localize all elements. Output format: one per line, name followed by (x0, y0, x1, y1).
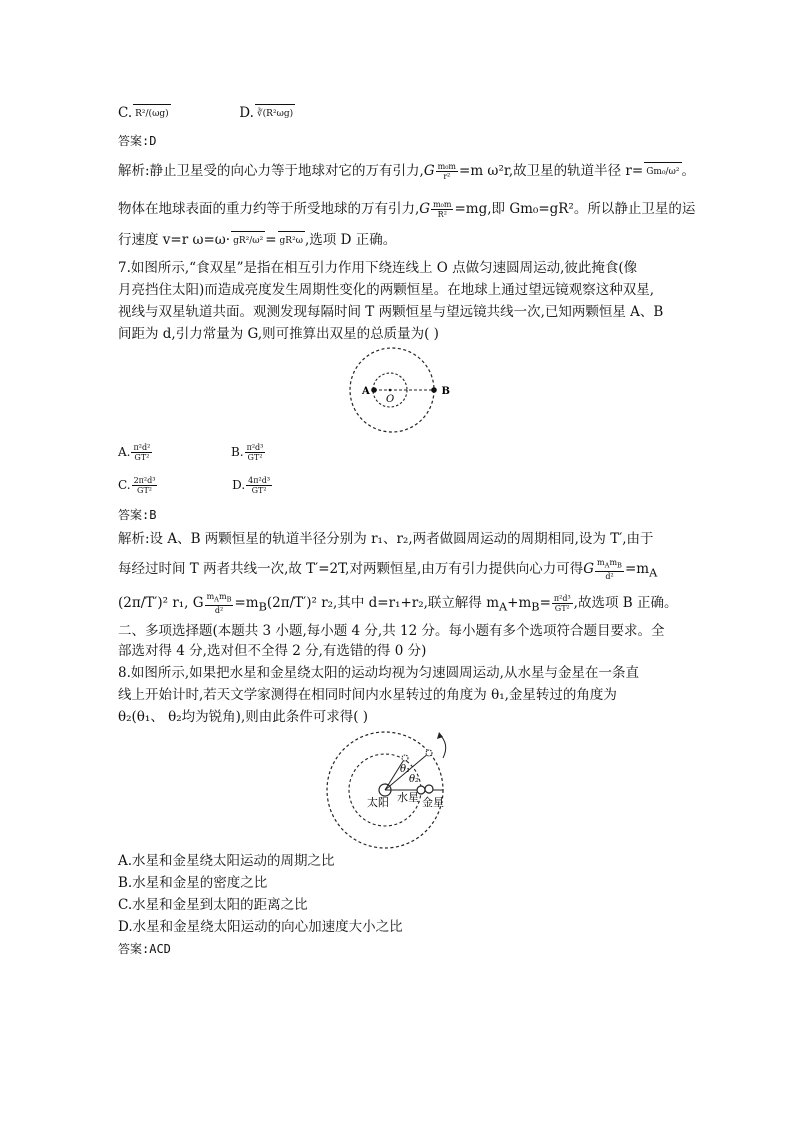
q6-exp2-text: 物体在地球表面的重力约等于所受地球的万有引力, (118, 201, 420, 217)
q6-exp2-text-b: =mg,即 Gm₀=gR²。所以静止卫星的运 (454, 201, 696, 217)
q6-exp3-eq: = (265, 232, 277, 248)
q8-stem-1: 8.如图所示,如果把水星和金星绕太阳的运动均视为匀速圆周运动,从水星与金星在一条直 (118, 665, 639, 681)
section2-heading-2: 部选对得 4 分,选对但不全得 2 分,有选错的得 0 分) (118, 643, 427, 659)
q7-exp3-b: =m (234, 594, 259, 611)
figure-label-a: A (362, 386, 370, 397)
q7-option-d-den: GT² (251, 486, 267, 495)
q6-options (118, 104, 295, 123)
q7-stem-4: 间距为 d,引力常量为 G,则可推算出双星的总质量为( ) (118, 326, 439, 342)
q7-exp3-c: (2π/T′)² r₂,其中 d=r₁+r₂,联立解得 m (266, 594, 500, 611)
q7-stem-2: 月亮挡住太阳)而造成亮度发生周期性变化的两颗恒星。在地球上通过望远镜观察这种双星, (118, 282, 655, 298)
q6-exp1-text-b: =m ω²r,故卫星的轨道半径 r= (459, 163, 644, 179)
q7-stem-1: 7.如图所示,“食双星”是指在相互引力作用下绕连线上 O 点做匀速圆周运动,彼此掩食(像 (118, 260, 638, 276)
q8-stem-3: θ₂(θ₁、 θ₂均为锐角),则由此条件可求得( ) (118, 709, 369, 725)
q7-option-c-num: 2π²d³ (133, 476, 156, 485)
q7-option-d-label: D. (232, 478, 246, 492)
q8-option-c: C.水星和金星到太阳的距离之比 (118, 897, 308, 913)
q7-answer: 答案:B (118, 508, 157, 522)
q7-option-c-den: GT² (137, 486, 152, 495)
q7-exp2-text: 每经过时间 T 两者共线一次,故 T′=2T,对两颗恒星,由万有引力提供向心力可得 (118, 560, 584, 577)
q7-explanation-1: 解析:设 A、B 两颗恒星的轨道半径分别为 r₁、r₂,两者做圆周运动的周期相同,设为 T′,由于 (118, 531, 654, 547)
fig-venus-label: 金星 (422, 796, 444, 809)
q6-explanation-3: 行速度 v=r ω=ω· gR²/ω² = gR²ω ,选项 D 正确。 (118, 232, 397, 248)
q7-explanation-2: 每经过时间 T 两者共线一次,故 T′=2T,对两颗恒星,由万有引力提供向心力可得G $\frac{m_Am_B}{\text{d²}}$ $=m_A$ (118, 558, 658, 581)
q7-option-a-label: A. (118, 445, 131, 459)
venus-circle (425, 785, 433, 793)
q7-exp3-d: +m (507, 594, 532, 611)
q6-option-c-expr: R²/(ωg) (133, 104, 171, 123)
section2-heading-1: 二、多项选择题(本题共 3 小题,每小题 4 分,共 12 分。每小题有多个选项符合题目要求。全 (118, 623, 665, 639)
binary-star-figure (340, 345, 450, 435)
fig-mercury-label: 水星 (397, 791, 419, 804)
q7-exp3-e: = (539, 594, 551, 611)
q7-exp3-f: ,故选项 B 正确。 (573, 594, 678, 611)
q7-stem-3: 视线与双星轨道共面。观测发现每隔时间 T 两颗恒星与望远镜共线一次,已知两颗恒星 A、B (118, 304, 664, 320)
q8-option-a: A.水星和金星绕太阳运动的周期之比 (118, 853, 335, 869)
q7-option-d-num: 4π²d³ (248, 476, 271, 485)
q7-exp3-a: (2π/T′)² r₁, G (118, 594, 204, 611)
star-b-dot (431, 387, 437, 393)
q6-exp1-end: 。 (681, 163, 695, 179)
q7-option-a-num: π²d² (133, 443, 151, 452)
planet-orbit-figure (325, 730, 485, 850)
q7-options-ab (118, 443, 266, 462)
q7-options-cd (118, 476, 273, 495)
q7-option-b-num: π²d³ (246, 443, 264, 452)
q7-option-b-den: GT² (247, 453, 263, 462)
q8-option-d: D.水星和金星绕太阳运动的向心加速度大小之比 (118, 919, 403, 935)
fig-theta2: θ₂ (409, 774, 420, 785)
q7-explanation-3: (2π/T′)² r₁, G $\frac{m_Am_B}{\text{d²}}$ $=m_B(2\pi/T')^2$ r₂,其中 d=r₁+r₂,联立解得 $m_A+m_B=$ $\frac{\text{π²d³}}{\text{GT²}}$ ,故选项 B 正确。 (118, 592, 678, 615)
figure-label-b: B (441, 386, 450, 397)
fig-sun-label: 太阳 (367, 796, 389, 809)
fig-theta1: θ₁ (400, 764, 411, 775)
q6-explanation-2: 物体在地球表面的重力约等于所受地球的万有引力,G $\frac{\text{m₀m}}{\text{R²}}$ =mg,即 Gm₀=gR²。所以静止卫星的运 (118, 200, 696, 219)
q6-answer: 答案:D (118, 134, 157, 148)
q7-option-c-label: C. (118, 478, 131, 492)
q8-answer: 答案:ACD (118, 942, 171, 956)
q6-explanation-1: 解析:静止卫星受的向心力等于地球对它的万有引力,G $\frac{\text{m₀m}}{\text{r²}}$ =m ω²r,故卫星的轨道半径 r= Gm₀/ω² 。 (118, 162, 695, 181)
q7-exp2-end: =m (624, 560, 650, 577)
q6-exp3-end: ,选项 D 正确。 (305, 232, 397, 248)
q7-option-b-label: B. (230, 445, 244, 459)
q6-option-d-expr: ∛(R²ωg) (255, 104, 295, 123)
q6-exp3-text: 行速度 v=r ω=ω· (118, 232, 231, 248)
q8-option-b: B.水星和金星的密度之比 (118, 875, 268, 891)
q7-option-a-den: GT² (134, 453, 150, 462)
q6-option-c-label: C. (118, 105, 133, 121)
q8-stem-2: 线上开始计时,若天文学家测得在相同时间内水星转过的角度为 θ₁,金星转过的角度为 (118, 687, 617, 703)
q6-exp1-text: 解析:静止卫星受的向心力等于地球对它的万有引力, (118, 163, 424, 179)
star-a-dot (371, 387, 377, 393)
figure-label-o: O (386, 394, 395, 405)
q6-option-d-label: D. (239, 105, 254, 121)
